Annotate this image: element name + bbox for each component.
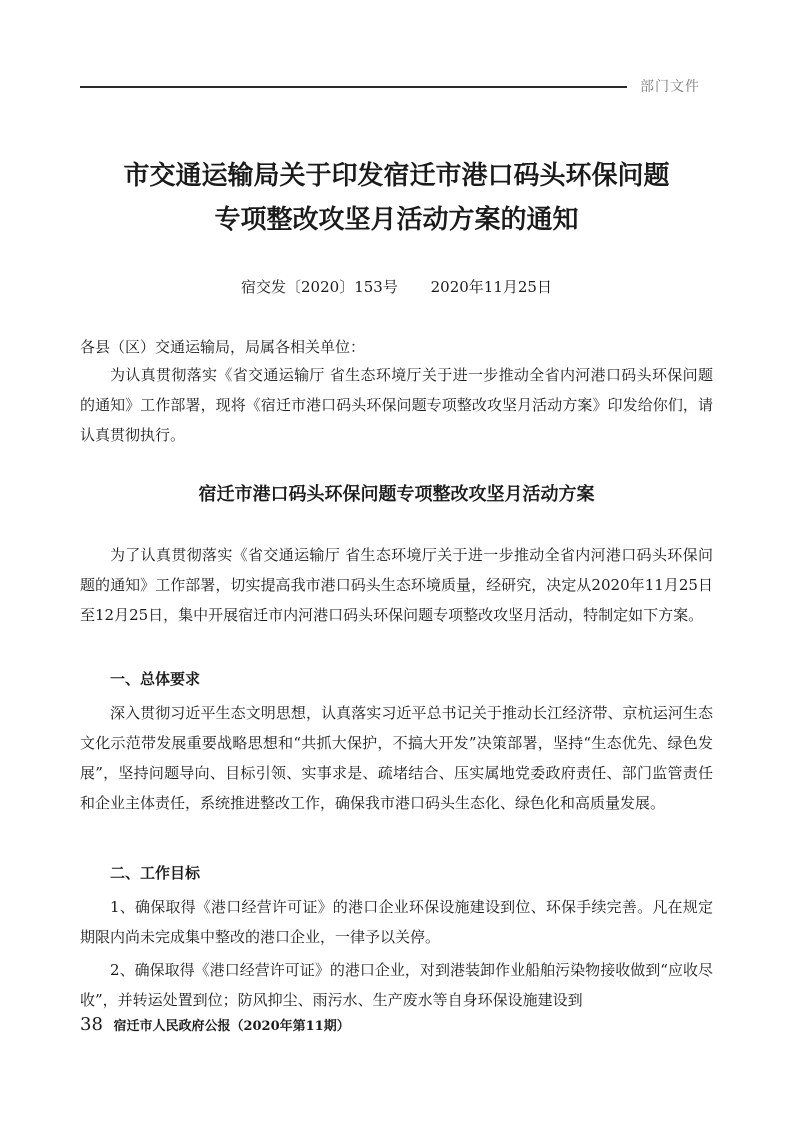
page-footer [80, 1014, 350, 1035]
plan-intro-paragraph: 为了认真贯彻落实《省交通运输厅 省生态环境厅关于进一步推动全省内河港口码头环保问题的通知》工作部署，切实提高我市港口码头生态环境质量，经研究，决定从2020年11月25日至12月25日，集中开展宿迁市内河港口码头环保问题专项整改攻坚月活动，特制定如下方案。 [80, 546, 713, 624]
document-title-line-1: 市交通运输局关于印发宿迁市港口码头环保问题 [123, 161, 670, 191]
goal-item-2: 2、确保取得《港口经营许可证》的港口企业，对到港装卸作业船舶污染物接收做到“应收尽收”，并转运处置到位；防风抑尘、雨污水、生产废水等自身环保设施建设到 [80, 961, 713, 1009]
document-number: 宿交发〔2020〕153号 [241, 278, 398, 296]
section-label: 部门文件 [640, 79, 700, 95]
intro-paragraph: 为认真贯彻落实《省交通运输厅 省生态环境厅关于进一步推动全省内河港口码头环保问题的通知》工作部署，现将《宿迁市港口码头环保问题专项整改攻坚月活动方案》印发给你们，请认真贯彻执行。 [80, 366, 713, 444]
publication-name: 宿迁市人民政府公报（2020年第11期） [113, 1019, 350, 1034]
section-heading-general: 一、总体要求 [110, 670, 201, 688]
salutation: 各县（区）交通运输局，局属各相关单位： [80, 338, 366, 356]
section-heading-goals: 二、工作目标 [110, 864, 201, 882]
plan-title: 宿迁市港口码头环保问题专项整改攻坚月活动方案 [198, 484, 595, 505]
page-number: 38 [80, 1014, 103, 1035]
document-meta [80, 276, 713, 297]
section-body-general: 深入贯彻习近平生态文明思想，认真落实习近平总书记关于推动长江经济带、京杭运河生态文化示范带发展重要战略思想和“共抓大保护，不搞大开发”决策部署，坚持“生态优先、绿色发展”，坚持问题导向、目标引领、实事求是、疏堵结合、压实属地党委政府责任、部门监管责任和企业主体责任，系统推进整改工作，确保我市港口码头生态化、绿色化和高质量发展。 [80, 704, 713, 812]
header-rule [80, 86, 627, 88]
document-title-line-2: 专项整改攻坚月活动方案的通知 [214, 205, 579, 235]
goal-item-1: 1、确保取得《港口经营许可证》的港口企业环保设施建设到位、环保手续完善。凡在规定期限内尚未完成集中整改的港口企业，一律予以关停。 [80, 898, 713, 946]
document-date: 2020年11月25日 [430, 278, 552, 296]
